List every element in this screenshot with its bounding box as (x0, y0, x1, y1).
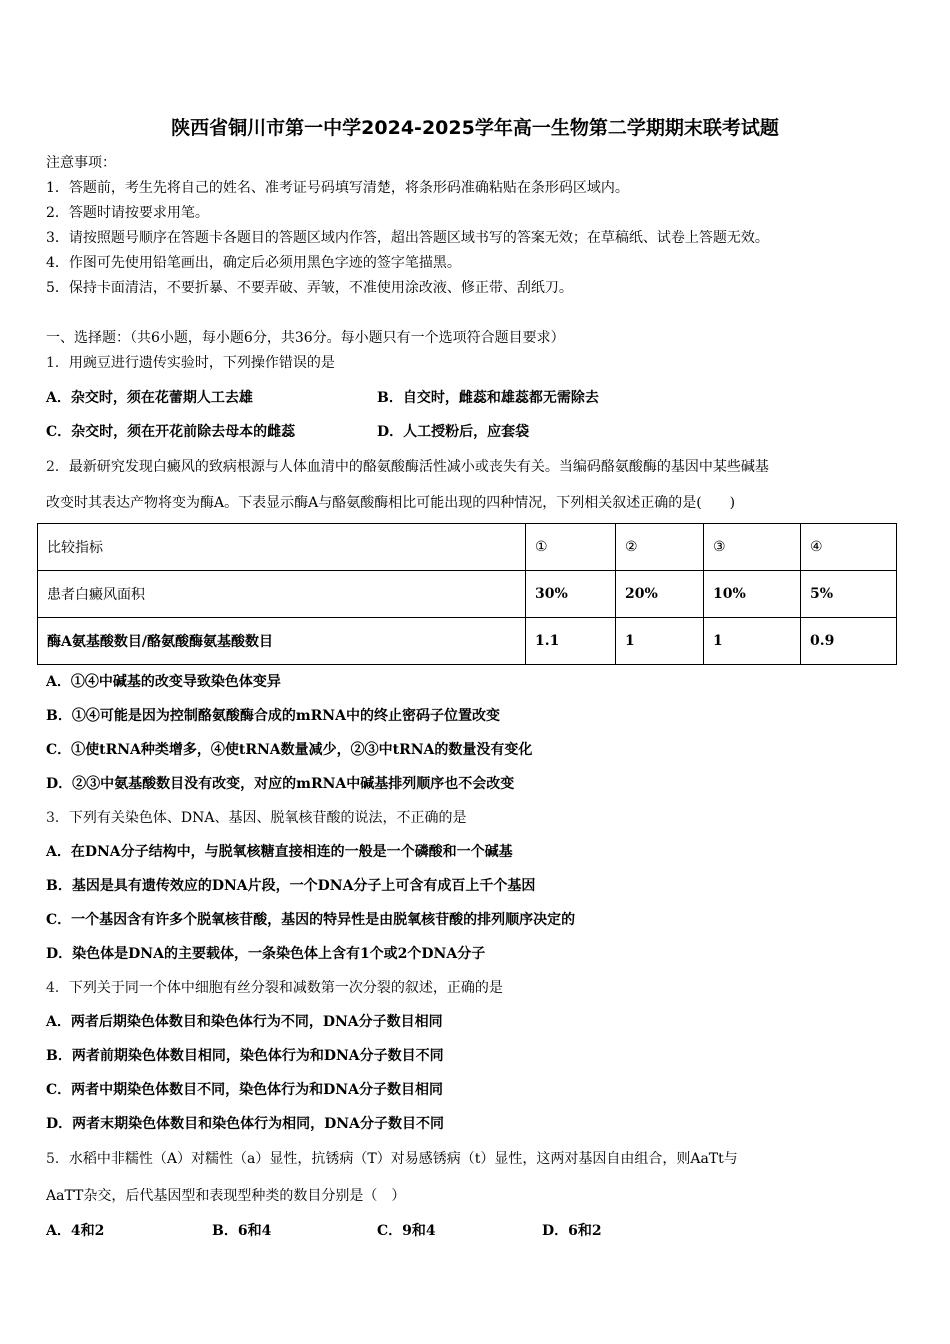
option-d: D．人工授粉后，应套袋 (377, 424, 530, 440)
option-c: C．杂交时，须在开花前除去母本的雌蕊 (46, 424, 296, 440)
table-cell: 0.9 (801, 618, 897, 665)
option-a: A．4和2 (46, 1223, 105, 1239)
table-row (38, 618, 897, 665)
table-cell: 20% (616, 571, 704, 618)
comparison-table (37, 523, 897, 665)
option-d: D．6和2 (542, 1223, 602, 1239)
question-stem: 用豌豆进行遗传实验时，下列操作错误的是 (68, 355, 335, 371)
question-number: 2． (46, 459, 69, 475)
notice-item: 5．保持卡面清洁，不要折暴、不要弄破、弄皱，不准使用涂改液、修正带、刮纸刀。 (46, 280, 573, 296)
question-3 (46, 807, 467, 827)
question-number: 3． (46, 810, 69, 826)
notice-item: 4．作图可先使用铅笔画出，确定后必须用黑色字迹的签字笔描黑。 (46, 255, 461, 271)
table-cell: 比较指标 (38, 524, 526, 571)
table-cell: 30% (526, 571, 616, 618)
option-c: C．两者中期染色体数目不同，染色体行为和DNA分子数目相同 (46, 1082, 443, 1098)
table-cell: 1.1 (526, 618, 616, 665)
option-b: B．①④可能是因为控制酪氨酸酶合成的mRNA中的终止密码子位置改变 (46, 708, 500, 724)
section-heading: 一、选择题：（共6小题，每小题6分，共36分。每小题只有一个选项符合题目要求） (46, 330, 565, 346)
question-stem: 下列有关染色体、DNA、基因、脱氧核苷酸的说法，不正确的是 (68, 810, 467, 826)
notice-item: 3．请按照题号顺序在答题卡各题目的答题区域内作答，超出答题区域书写的答案无效；在草稿纸、试卷上答题无效。 (46, 230, 769, 246)
option-a: A．①④中碱基的改变导致染色体变异 (46, 674, 281, 690)
option-c: C．一个基因含有许多个脱氧核苷酸，基因的特异性是由脱氧核苷酸的排列顺序决定的 (46, 912, 576, 928)
table-cell: ② (616, 524, 704, 571)
table-row (38, 571, 897, 618)
question-1 (46, 352, 335, 372)
option-b: B．基因是具有遗传效应的DNA片段，一个DNA分子上可含有成百上千个基因 (46, 878, 536, 894)
table-cell: 1 (616, 618, 704, 665)
table-cell: ④ (801, 524, 897, 571)
table-cell: 患者白癜风面积 (38, 571, 526, 618)
question-number: 1． (46, 355, 69, 371)
question-2-stem-line2: 改变时其表达产物将变为酶A。下表显示酶A与酪氨酸酶相比可能出现的四种情况，下列相关叙述正确的是( ) (46, 495, 736, 511)
option-b: B．6和4 (212, 1223, 272, 1239)
table-cell: ① (526, 524, 616, 571)
page-title: 陕西省铜川市第一中学2024-2025学年高一生物第二学期期末联考试题 (171, 117, 779, 139)
option-b: B．自交时，雌蕊和雄蕊都无需除去 (377, 390, 599, 406)
option-a: A．在DNA分子结构中，与脱氧核糖直接相连的一般是一个磷酸和一个碱基 (46, 844, 513, 860)
option-c: C．①使tRNA种类增多，④使tRNA数量减少，②③中tRNA的数量没有变化 (46, 742, 533, 758)
option-d: D．②③中氨基酸数目没有改变，对应的mRNA中碱基排列顺序也不会改变 (46, 776, 515, 792)
table-cell: 5% (801, 571, 897, 618)
option-a: A．两者后期染色体数目和染色体行为不同，DNA分子数目相同 (46, 1014, 443, 1030)
question-stem: 最新研究发现白癜风的致病根源与人体血清中的酪氨酸酶活性减小或丧失有关。当编码酪氨酸酶的基因中某些碱基 (68, 459, 769, 475)
option-d: D．两者末期染色体数目和染色体行为相同，DNA分子数目不同 (46, 1116, 444, 1132)
question-number: 4． (46, 980, 69, 996)
table-header-row (38, 524, 897, 571)
question-number: 5． (46, 1151, 69, 1167)
table-cell: 10% (704, 571, 801, 618)
table-cell: 酶A氨基酸数目/酪氨酸酶氨基酸数目 (38, 618, 526, 665)
question-5-stem-line2: AaTT杂交，后代基因型和表现型种类的数目分别是（ ） (46, 1188, 406, 1204)
notice-item: 1．答题前，考生先将自己的姓名、准考证号码填写清楚，将条形码准确粘贴在条形码区域内。 (46, 180, 629, 196)
table-cell: ③ (704, 524, 801, 571)
question-stem: 水稻中非糯性（A）对糯性（a）显性，抗锈病（T）对易感锈病（t）显性，这两对基因自由组合，则AaTt与 (68, 1151, 738, 1167)
question-4 (46, 977, 503, 997)
option-b: B．两者前期染色体数目相同，染色体行为和DNA分子数目不同 (46, 1048, 444, 1064)
question-5 (46, 1148, 738, 1168)
question-stem: 下列关于同一个体中细胞有丝分裂和减数第一次分裂的叙述，正确的是 (68, 980, 503, 996)
notice-item: 2．答题时请按要求用笔。 (46, 205, 209, 221)
option-c: C．9和4 (377, 1223, 436, 1239)
option-d: D．染色体是DNA的主要载体，一条染色体上含有1个或2个DNA分子 (46, 946, 486, 962)
option-a: A．杂交时，须在花蕾期人工去雄 (46, 390, 253, 406)
question-2 (46, 456, 769, 476)
table-cell: 1 (704, 618, 801, 665)
notice-heading: 注意事项： (46, 155, 116, 171)
